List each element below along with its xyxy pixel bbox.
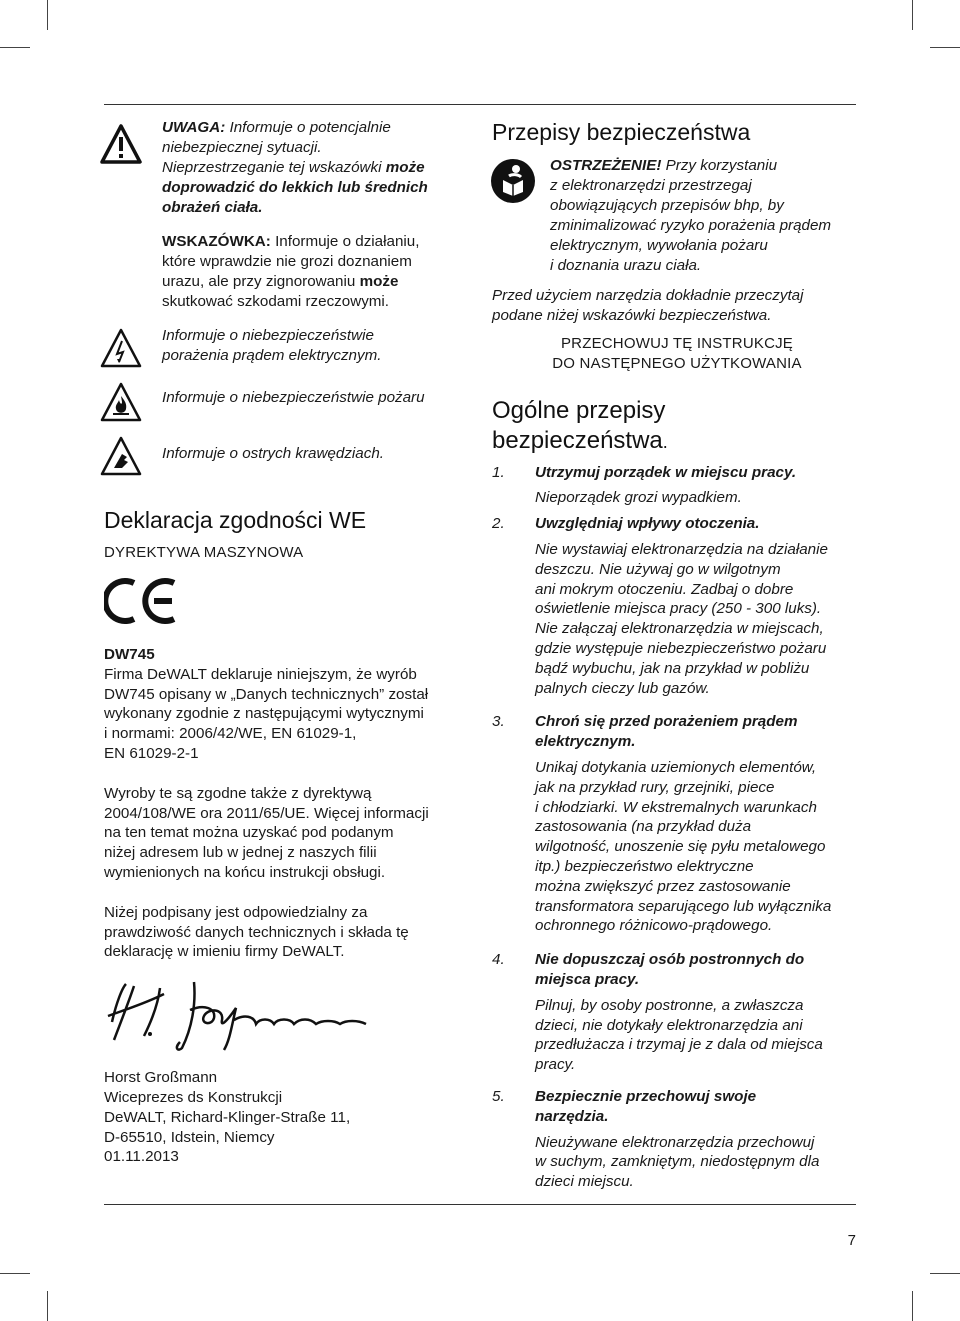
sharp-edges-block xyxy=(104,444,476,488)
caution-text: UWAGA: Informuje o potencjalnie niebezpiecznej sytuacji. Nieprzestrzeganie tej wskazówki może doprowadzić do lekkich lub średnich obrażeń ciała. xyxy=(162,119,428,216)
electric-shock-block xyxy=(104,326,476,366)
list-item: 4. Nie dopuszczaj osób postronnych do miejsca pracy. Pilnuj, by osoby postronne, a zwłaszcza dzieci, nie dotykały elektronarzędzia ani przedłużacza i trzymaj je z dala od miejsca pracy. xyxy=(492,951,823,1074)
declaration-paragraph-2: Wyroby te są zgodne także z dyrektywą 2004/108/WE ora 2011/65/UE. Więcej informacji na ten temat można uzyskać pod podanym niżej adresem lub w jednej z naszych filii wymienionych na końcu instrukcji obsługi. xyxy=(104,784,429,881)
list-item: 3. Chroń się przed porażeniem prądem elektrycznym. Unikaj dotykania uziemionych elementów, jak na przykład rury, grzejniki, piece i chłodziarki. W ekstremalnych warunkach zastosowania (na przykład duża wilgotność, unoszenie się pyłu metalowego itp.) bezpieczeństwo elektryczne można zwiększyć przez zastosowanie transformatora separującego lub wyłącznika ochronnego różnicowo-prądowego. xyxy=(492,713,832,935)
notice-text: WSKAZÓWKA: Informuje o działaniu, które wprawdzie nie grozi doznaniem urazu, ale przy zignorowaniu może skutkować szkodami rzeczowymi. xyxy=(162,233,420,310)
notice-block xyxy=(104,232,476,312)
warning-triangle-icon xyxy=(100,124,142,164)
list-item: 2. Uwzględniaj wpływy otoczenia. Nie wystawiaj elektronarzędzia na działanie deszczu. Nie używaj go w wilgotnym ani mokrym otoczeniu. Zadbaj o dobre oświetlenie miejsca pracy (250 - 300 luks). Nie załączaj elektronarzędzia w miejscach, gdzie występuje niebezpieczeństwo pożaru bądź wybuchu, jak na przykład w pobliżu palnych cieczy lub gazów. xyxy=(492,514,862,698)
crop-mark xyxy=(930,47,960,48)
general-rules-title: Ogólne przepisy bezpieczeństwa. xyxy=(492,396,668,454)
ce-mark-icon xyxy=(104,577,180,625)
crop-mark xyxy=(930,1273,960,1274)
general-warning-text: OSTRZEŻENIE! Przy korzystaniu z elektronarzędzi przestrzegaj obowiązujących przepisów bhp, by zminimalizować ryzyko porażenia prądem elektrycznym, wywołania pożaru i doznania urazu ciała. xyxy=(550,157,832,274)
electric-shock-text: Informuje o niebezpieczeństwie porażenia prądem elektrycznym. xyxy=(162,327,382,364)
crop-mark xyxy=(912,1291,913,1321)
sharp-edges-text: Informuje o ostrych krawędziach. xyxy=(162,445,384,462)
declaration-paragraph-1: Firma DeWALT deklaruje niniejszym, że wyrób DW745 opisany w „Danych technicznych” został wykonany zgodnie z następującymi wytycznymi i normami: 2006/42/WE, EN 61029-1, EN 61029-2-1 xyxy=(104,665,429,762)
crop-mark xyxy=(47,0,48,30)
read-before-use-text: Przed użyciem narzędzia dokładnie przeczytaj podane niżej wskazówki bezpieczeństwa. xyxy=(492,287,804,324)
right-column xyxy=(492,100,862,1192)
list-item: 5. Bezpiecznie przechowuj swoje narzędzia. Nieużywane elektronarzędzia przechowuj w suchym, zamkniętym, niedostępnym dla dzieci miejscu. xyxy=(492,1087,820,1191)
read-manual-icon xyxy=(490,158,536,204)
list-item: 1. Utrzymuj porządek w miejscu pracy. Nieporządek grozi wypadkiem. xyxy=(492,463,797,507)
left-column xyxy=(104,100,476,1167)
fire-hazard-icon xyxy=(100,382,142,422)
sharp-edges-icon xyxy=(100,436,142,476)
directive-label: DYREKTYWA MASZYNOWA xyxy=(104,544,304,561)
safety-rules-list xyxy=(492,463,862,1192)
model-number: DW745 xyxy=(104,646,155,663)
page-number: 7 xyxy=(847,1232,856,1249)
keep-instructions-notice: PRZECHOWUJ TĘ INSTRUKCJĘ DO NASTĘPNEGO UŻYTKOWANIA xyxy=(552,334,802,372)
signature xyxy=(104,974,374,1054)
safety-title: Przepisy bezpieczeństwa xyxy=(492,119,751,145)
electric-shock-icon xyxy=(100,328,142,368)
crop-mark xyxy=(912,0,913,30)
fire-hazard-block xyxy=(104,388,476,430)
signer-details: Horst Großmann Wiceprezes ds Konstrukcji DeWALT, Richard-Klinger-Straße 11, D-65510, Idstein, Niemcy 01.11.2013 xyxy=(104,1069,351,1166)
caution-block xyxy=(104,118,476,218)
crop-mark xyxy=(0,47,30,48)
footer-rule xyxy=(104,1204,856,1205)
crop-mark xyxy=(0,1273,30,1274)
declaration-paragraph-3: Niżej podpisany jest odpowiedzialny za prawdziwość danych technicznych i składa tę deklarację w imieniu firmy DeWALT. xyxy=(104,903,409,961)
declaration-title: Deklaracja zgodności WE xyxy=(104,507,367,533)
general-warning-block xyxy=(492,156,862,276)
crop-mark xyxy=(47,1291,48,1321)
rule-2-text: Nie wystawiaj elektronarzędzia na działanie deszczu. Nie używaj go w wilgotnym ani mokrym otoczeniu. Zadbaj o dobre oświetlenie miejsca pracy (250 - 300 luks). Nie załączaj elektronarzędzia w miejscach, gdzie występuje niebezpieczeństwo pożaru bądź wybuchu, jak na przykład w pobliżu palnych cieczy lub gazów. xyxy=(535,540,828,697)
fire-hazard-text: Informuje o niebezpieczeństwie pożaru xyxy=(162,389,425,406)
